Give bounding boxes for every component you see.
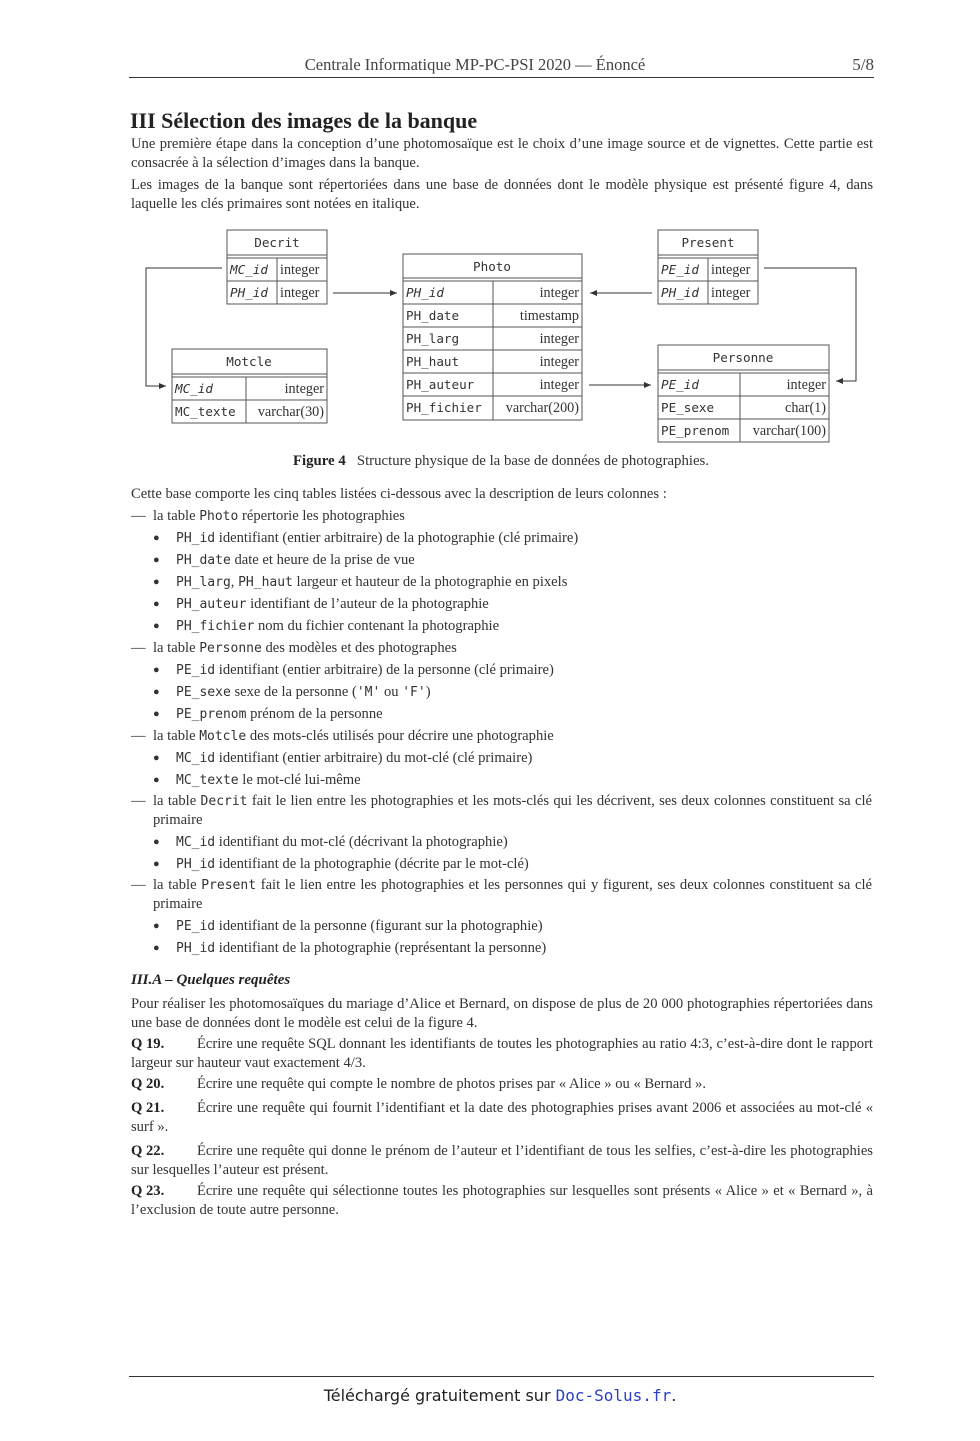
doc-solus-link[interactable]: Doc-Solus.fr	[555, 1386, 672, 1405]
bullet-icon: ●	[153, 620, 160, 632]
personne-col-name: PE_sexe	[661, 400, 715, 415]
photo-col-name: PH_larg	[406, 331, 460, 346]
photo-col-type: timestamp	[519, 308, 579, 324]
present-col-name: PH_id	[661, 285, 699, 300]
photo-col-name: PH_date	[406, 308, 460, 323]
photo-col-name: PH_auteur	[406, 377, 475, 392]
bullet-icon: ●	[153, 708, 160, 720]
decrit-col-type: integer	[280, 262, 320, 278]
question-label: Q 22.	[131, 1143, 165, 1159]
bullet-icon: ●	[153, 774, 160, 786]
photo-col-name: PH_id	[406, 285, 444, 300]
personne-col-type: char(1)	[785, 400, 826, 416]
bullet-icon: ●	[153, 686, 160, 698]
photo-col-type: integer	[539, 377, 579, 393]
table-personne-name: Personne	[712, 350, 774, 365]
personne-col-name: PE_prenom	[661, 423, 730, 438]
motcle-col-name: MC_texte	[175, 404, 236, 419]
bullet-icon: ●	[153, 752, 160, 764]
photo-col-type: integer	[539, 285, 579, 301]
question-label: Q 21.	[131, 1100, 165, 1116]
intro-paragraph-2: Les images de la banque sont répertoriées dans une base de données dont le modèle physique est présenté figure 4, dans laquelle les clés primaires sont notées en italique.	[131, 177, 873, 212]
bullet-icon: ●	[153, 576, 160, 588]
bullet-icon: ●	[153, 858, 160, 870]
question-22: Q 22. Écrire une requête qui donne le prénom de l’auteur et l’identifiant de tous les selfies, c’est-à-dire les photographies sur lesquelles l’auteur est présent.	[131, 1143, 873, 1178]
running-header: Centrale Informatique MP-PC-PSI 2020 — Énoncé	[304, 55, 646, 74]
photo-col-type: integer	[539, 354, 579, 370]
personne-col-name: PE_id	[661, 377, 699, 392]
figure-text: Structure physique de la base de données de photographies.	[356, 453, 709, 469]
table-decrit-name: Decrit	[254, 235, 300, 250]
subsection-intro: Pour réaliser les photomosaïques du mariage d’Alice et Bernard, on dispose de plus de 20 000 photographies répertoriées dans une base de données dont le modèle est celui de la figure 4.	[131, 996, 873, 1031]
table-name-code: Photo	[199, 509, 239, 524]
arrow-decrit-to-motcle	[146, 268, 222, 386]
decrit-col-name: PH_id	[230, 285, 268, 300]
bullet-icon: ●	[153, 554, 160, 566]
bullet-icon: ●	[153, 664, 160, 676]
present-col-name: PE_id	[661, 262, 699, 277]
photo-col-name: PH_haut	[406, 354, 460, 369]
motcle-col-name: MC_id	[175, 381, 213, 396]
bullet-icon: ●	[153, 942, 160, 954]
footer: Téléchargé gratuitement sur Doc-Solus.fr.	[323, 1386, 677, 1405]
decrit-col-type: integer	[280, 285, 320, 301]
table-name-code: Personne	[199, 641, 262, 656]
decrit-col-name: MC_id	[230, 262, 268, 277]
list-item-table-present: la table Present fait le lien entre les photographies et les personnes qui y figurent, ses deux colonnes constituent sa clé primaire	[153, 877, 873, 912]
personne-col-type: varchar(100)	[752, 423, 826, 439]
list-item-table-decrit: la table Decrit fait le lien entre les photographies et les mots-clés qui les décrivent, ses deux colonnes constituent sa clé primaire	[153, 793, 872, 828]
table-photo-name: Photo	[473, 259, 511, 274]
photo-col-type: integer	[539, 331, 579, 347]
table-motcle-name: Motcle	[226, 354, 272, 369]
bullet-icon: ●	[153, 920, 160, 932]
question-21: Q 21. Écrire une requête qui fournit l’identifiant et la date des photographies prises avant 2006 et associées au mot-clé « surf ».	[131, 1100, 873, 1135]
bullet-icon: ●	[153, 598, 160, 610]
motcle-col-type: integer	[284, 381, 324, 397]
table-present-name: Present	[681, 235, 735, 250]
present-col-type: integer	[711, 262, 751, 278]
question-label: Q 23.	[131, 1183, 165, 1199]
footer-rule	[129, 1376, 874, 1377]
photo-col-type: varchar(200)	[505, 400, 579, 416]
intro-paragraph-1: Une première étape dans la conception d’une photomosaïque est le choix d’une image source et de vignettes. Cette partie est consacrée à la sélection d’images dans la banque.	[131, 136, 873, 171]
subsection-title: III.A – Quelques requêtes	[131, 972, 291, 988]
section-title: III Sélection des images de la banque	[130, 108, 478, 133]
arrow-present-to-personne	[764, 268, 856, 381]
question-20: Q 20. Écrire une requête qui compte le nombre de photos prises par « Alice » ou « Bernard ».	[131, 1076, 706, 1092]
tables-intro: Cette base comporte les cinq tables listées ci-dessous avec la description de leurs colonnes :	[131, 486, 667, 502]
question-23: Q 23. Écrire une requête qui sélectionne toutes les photographies sur lesquelles sont présents « Alice » et « Bernard », à l’exclusion de toute autre personne.	[131, 1183, 873, 1218]
table-name-code: Decrit	[200, 794, 248, 809]
page-number: 5/8	[852, 55, 874, 74]
figure-label: Figure 4	[292, 453, 346, 469]
table-name-code: Motcle	[199, 729, 247, 744]
figure-caption	[130, 453, 872, 470]
present-col-type: integer	[711, 285, 751, 301]
bullet-icon: ●	[153, 836, 160, 848]
bullet-icon: ●	[153, 532, 160, 544]
database-schema-diagram	[0, 0, 980, 450]
table-name-code: Present	[201, 878, 257, 893]
photo-col-name: PH_fichier	[406, 400, 482, 415]
question-19: Q 19. Écrire une requête SQL donnant les identifiants de toutes les photographies au ratio 4:3, c’est-à-dire dont le rapport largeur sur hauteur vaut exactement 4/3.	[131, 1036, 873, 1071]
motcle-col-type: varchar(30)	[257, 404, 324, 420]
question-label: Q 20.	[131, 1076, 165, 1092]
question-label: Q 19.	[131, 1036, 165, 1052]
personne-col-type: integer	[786, 377, 826, 393]
